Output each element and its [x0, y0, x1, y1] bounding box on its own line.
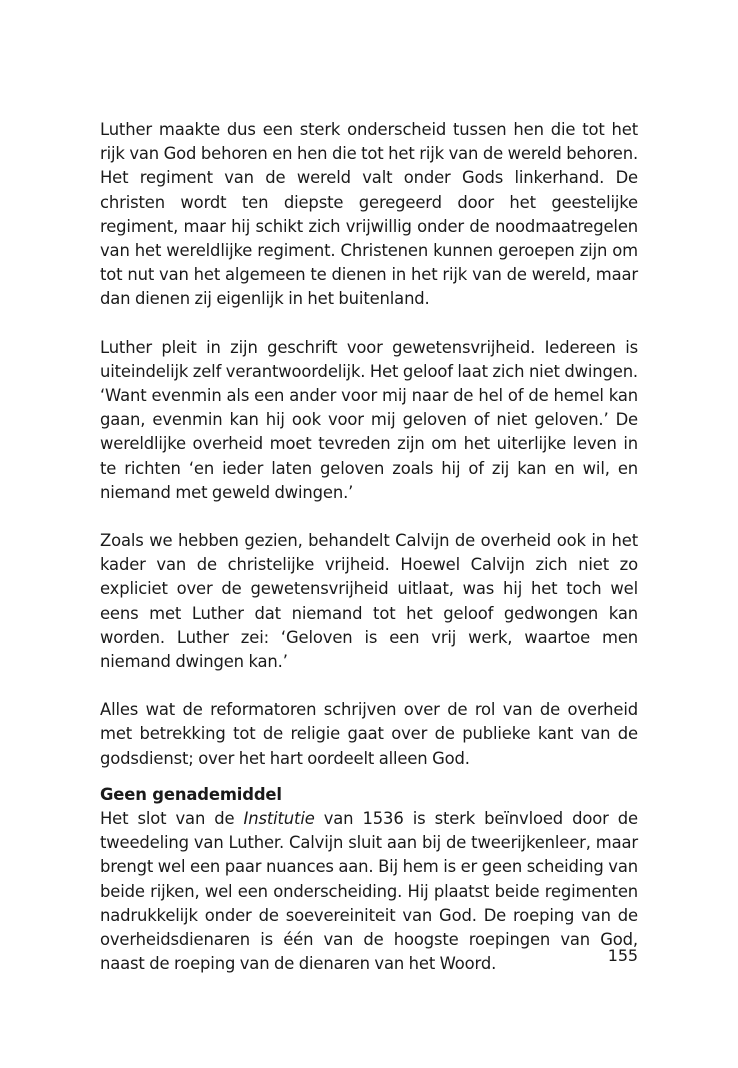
book-title-institutie: Institutie [243, 809, 315, 829]
paragraph-calvin-christian-freedom: Zoals we hebben gezien, behandelt Calvijn de overheid ook in het kader van de christelijke vrijheid. Hoewel Calvijn zich niet zo expliciet over de gewetensvrijheid uitlaat, was hij het toch wel eens met Luther dat niemand tot het geloof gedwongen kan worden. Luther zei: ‘Geloven is een vrij werk, waartoe men niemand dwingen kan.’ [100, 531, 638, 672]
paragraph-reformers-public-religion: Alles wat de reformatoren schrijven over de rol van de overheid met betrekking tot de religie gaat over de publieke kant van de godsdienst; over het hart oordeelt alleen God. [100, 700, 638, 768]
paragraph-institutie-ending [100, 807, 638, 976]
section-heading: Geen genademiddel [100, 784, 282, 804]
page-number: 155 [607, 946, 638, 965]
page-body [100, 118, 638, 977]
text-after-title: van 1536 is sterk beïnvloed door de tweedeling van Luther. Calvijn sluit aan bij de tweerijkenleer, maar brengt wel een paar nuances aan. Bij hem is er geen scheiding van beide rijken, wel een onderscheiding. Hij plaatst beide regimenten nadrukkelijk onder de soevereiniteit van God. De roeping van de overheidsdienaren is één van de hoogste roepingen van God, naast de roeping van de dienaren van het Woord. [100, 809, 638, 974]
paragraph-luther-distinction: Luther maakte dus een sterk onderscheid tussen hen die tot het rijk van God behoren en hen die tot het rijk van de wereld behoren. Het regiment van de wereld valt onder Gods linkerhand. De christen wordt ten diepste geregeerd door het geestelijke regiment, maar hij schikt zich vrijwillig onder de noodmaatregelen van het wereldlijke regiment. Christenen kunnen geroepen zijn om tot nut van het algemeen te dienen in het rijk van de wereld, maar dan dienen zij eigenlijk in het buitenland. [100, 120, 638, 309]
text-before-title: Het slot van de [100, 809, 244, 829]
paragraph-freedom-of-conscience: Luther pleit in zijn geschrift voor gewetensvrijheid. Iedereen is uiteindelijk zelf verantwoordelijk. Het geloof laat zich niet dwingen. ‘Want evenmin als een ander voor mij naar de hel of de hemel kan gaan, evenmin kan hij ook voor mij geloven of niet geloven.’ De wereldlijke overheid moet tevreden zijn om het uiterlijke leven in te richten ‘en ieder laten geloven zoals hij of zij kan en wil, en niemand met geweld dwingen.’ [100, 337, 638, 502]
